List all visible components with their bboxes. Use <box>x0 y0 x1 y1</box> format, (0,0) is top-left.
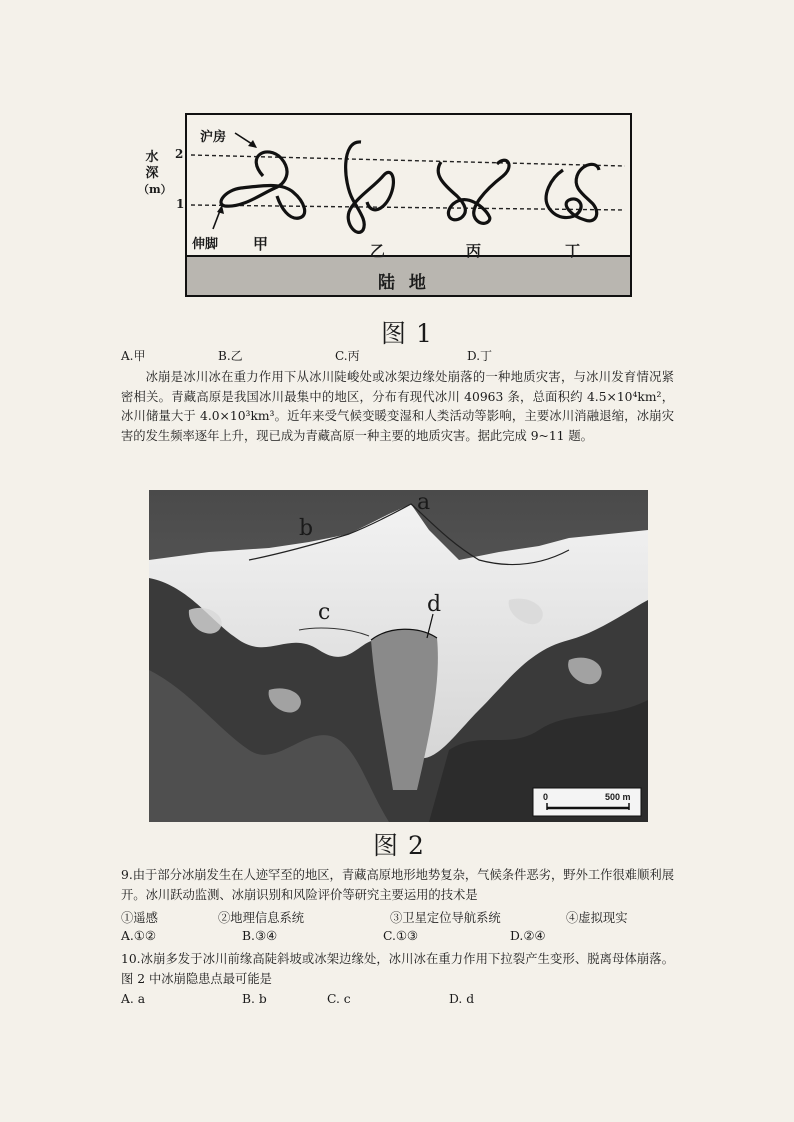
q9-option-d[interactable]: D.②④ <box>510 929 546 943</box>
q9-option-a[interactable]: A.①② <box>121 929 156 943</box>
shape-label-jia: 甲 <box>253 235 269 253</box>
shape-label-ding: 丁 <box>565 242 581 260</box>
shape-yi <box>346 142 394 232</box>
depth-line-1m <box>191 205 625 210</box>
q9-item-1: ①遥感 <box>121 911 158 925</box>
shape-label-yi: 乙 <box>370 242 386 260</box>
y-tick-2: 2 <box>175 147 184 161</box>
shape-jia <box>221 152 305 218</box>
photo-label-a: a <box>417 490 431 515</box>
q9-item-2: ②地理信息系统 <box>218 911 305 925</box>
q9-stem: 9.由于部分冰崩发生在人迹罕至的地区，青藏高原地形地势复杂，气候条件恶劣，野外工作很难顺利展开。冰川跃动监测、冰崩识别和风险评价等研究主要运用的技术是 <box>121 868 674 902</box>
figure-1-caption: 图 1 <box>381 319 433 348</box>
scale-zero: 0 <box>543 792 549 802</box>
photo-label-c: c <box>318 600 331 625</box>
label-foot: 伸脚 <box>192 237 219 252</box>
shape-label-bing: 丙 <box>466 242 482 260</box>
figure-2-caption: 图 2 <box>373 831 425 860</box>
photo-label-d: d <box>427 592 442 617</box>
q8-option-a[interactable]: A.甲 <box>121 349 146 363</box>
shape-ding <box>546 164 599 221</box>
land-label: 陆 地 <box>378 273 430 293</box>
q10-option-a[interactable]: A. a <box>121 992 146 1006</box>
q10-option-b[interactable]: B. b <box>242 992 267 1006</box>
y-tick-1: 1 <box>176 197 185 211</box>
q10-option-c[interactable]: C. c <box>327 992 351 1006</box>
photo-label-b: b <box>299 516 314 541</box>
q8-option-d[interactable]: D.丁 <box>467 349 493 363</box>
passage-text: 冰崩是冰川冰在重力作用下从冰川陡峻处或冰架边缘处崩落的一种地质灾害，与冰川发育情况紧密相关。青藏高原是我国冰川最集中的地区，分布有现代冰川 40963 条，总面积约 4.5×10⁴km²，冰川储量大于 4.0×10³km³。近年来受气候变暖变湿和人类活动等影响，主要冰川消融退缩，冰崩灾害的发生频率逐年上升，现已成为青藏高原一种主要的地质灾害。据此完成 9~11 题。 <box>121 370 674 443</box>
label-protect: 沪房 <box>200 130 227 145</box>
passage <box>121 368 674 446</box>
q8-option-b[interactable]: B.乙 <box>218 349 243 363</box>
shape-bing <box>438 160 509 223</box>
q8-option-c[interactable]: C.丙 <box>335 349 360 363</box>
q9-item-4: ④虚拟现实 <box>566 911 628 925</box>
q10-stem: 10.冰崩多发于冰川前缘高陡斜坡或冰架边缘处，冰川冰在重力作用下拉裂产生变形、脱离母体崩落。图 2 中冰崩隐患点最可能是 <box>121 952 674 986</box>
scale-value: 500 m <box>605 792 631 802</box>
figure-2-photo <box>149 490 648 822</box>
q9-option-c[interactable]: C.①③ <box>383 929 418 943</box>
q9-option-b[interactable]: B.③④ <box>242 929 277 943</box>
y-axis-label: 水 深 （m） <box>138 150 172 196</box>
q10-option-d[interactable]: D. d <box>449 992 475 1006</box>
q9-item-3: ③卫星定位导航系统 <box>390 911 501 925</box>
